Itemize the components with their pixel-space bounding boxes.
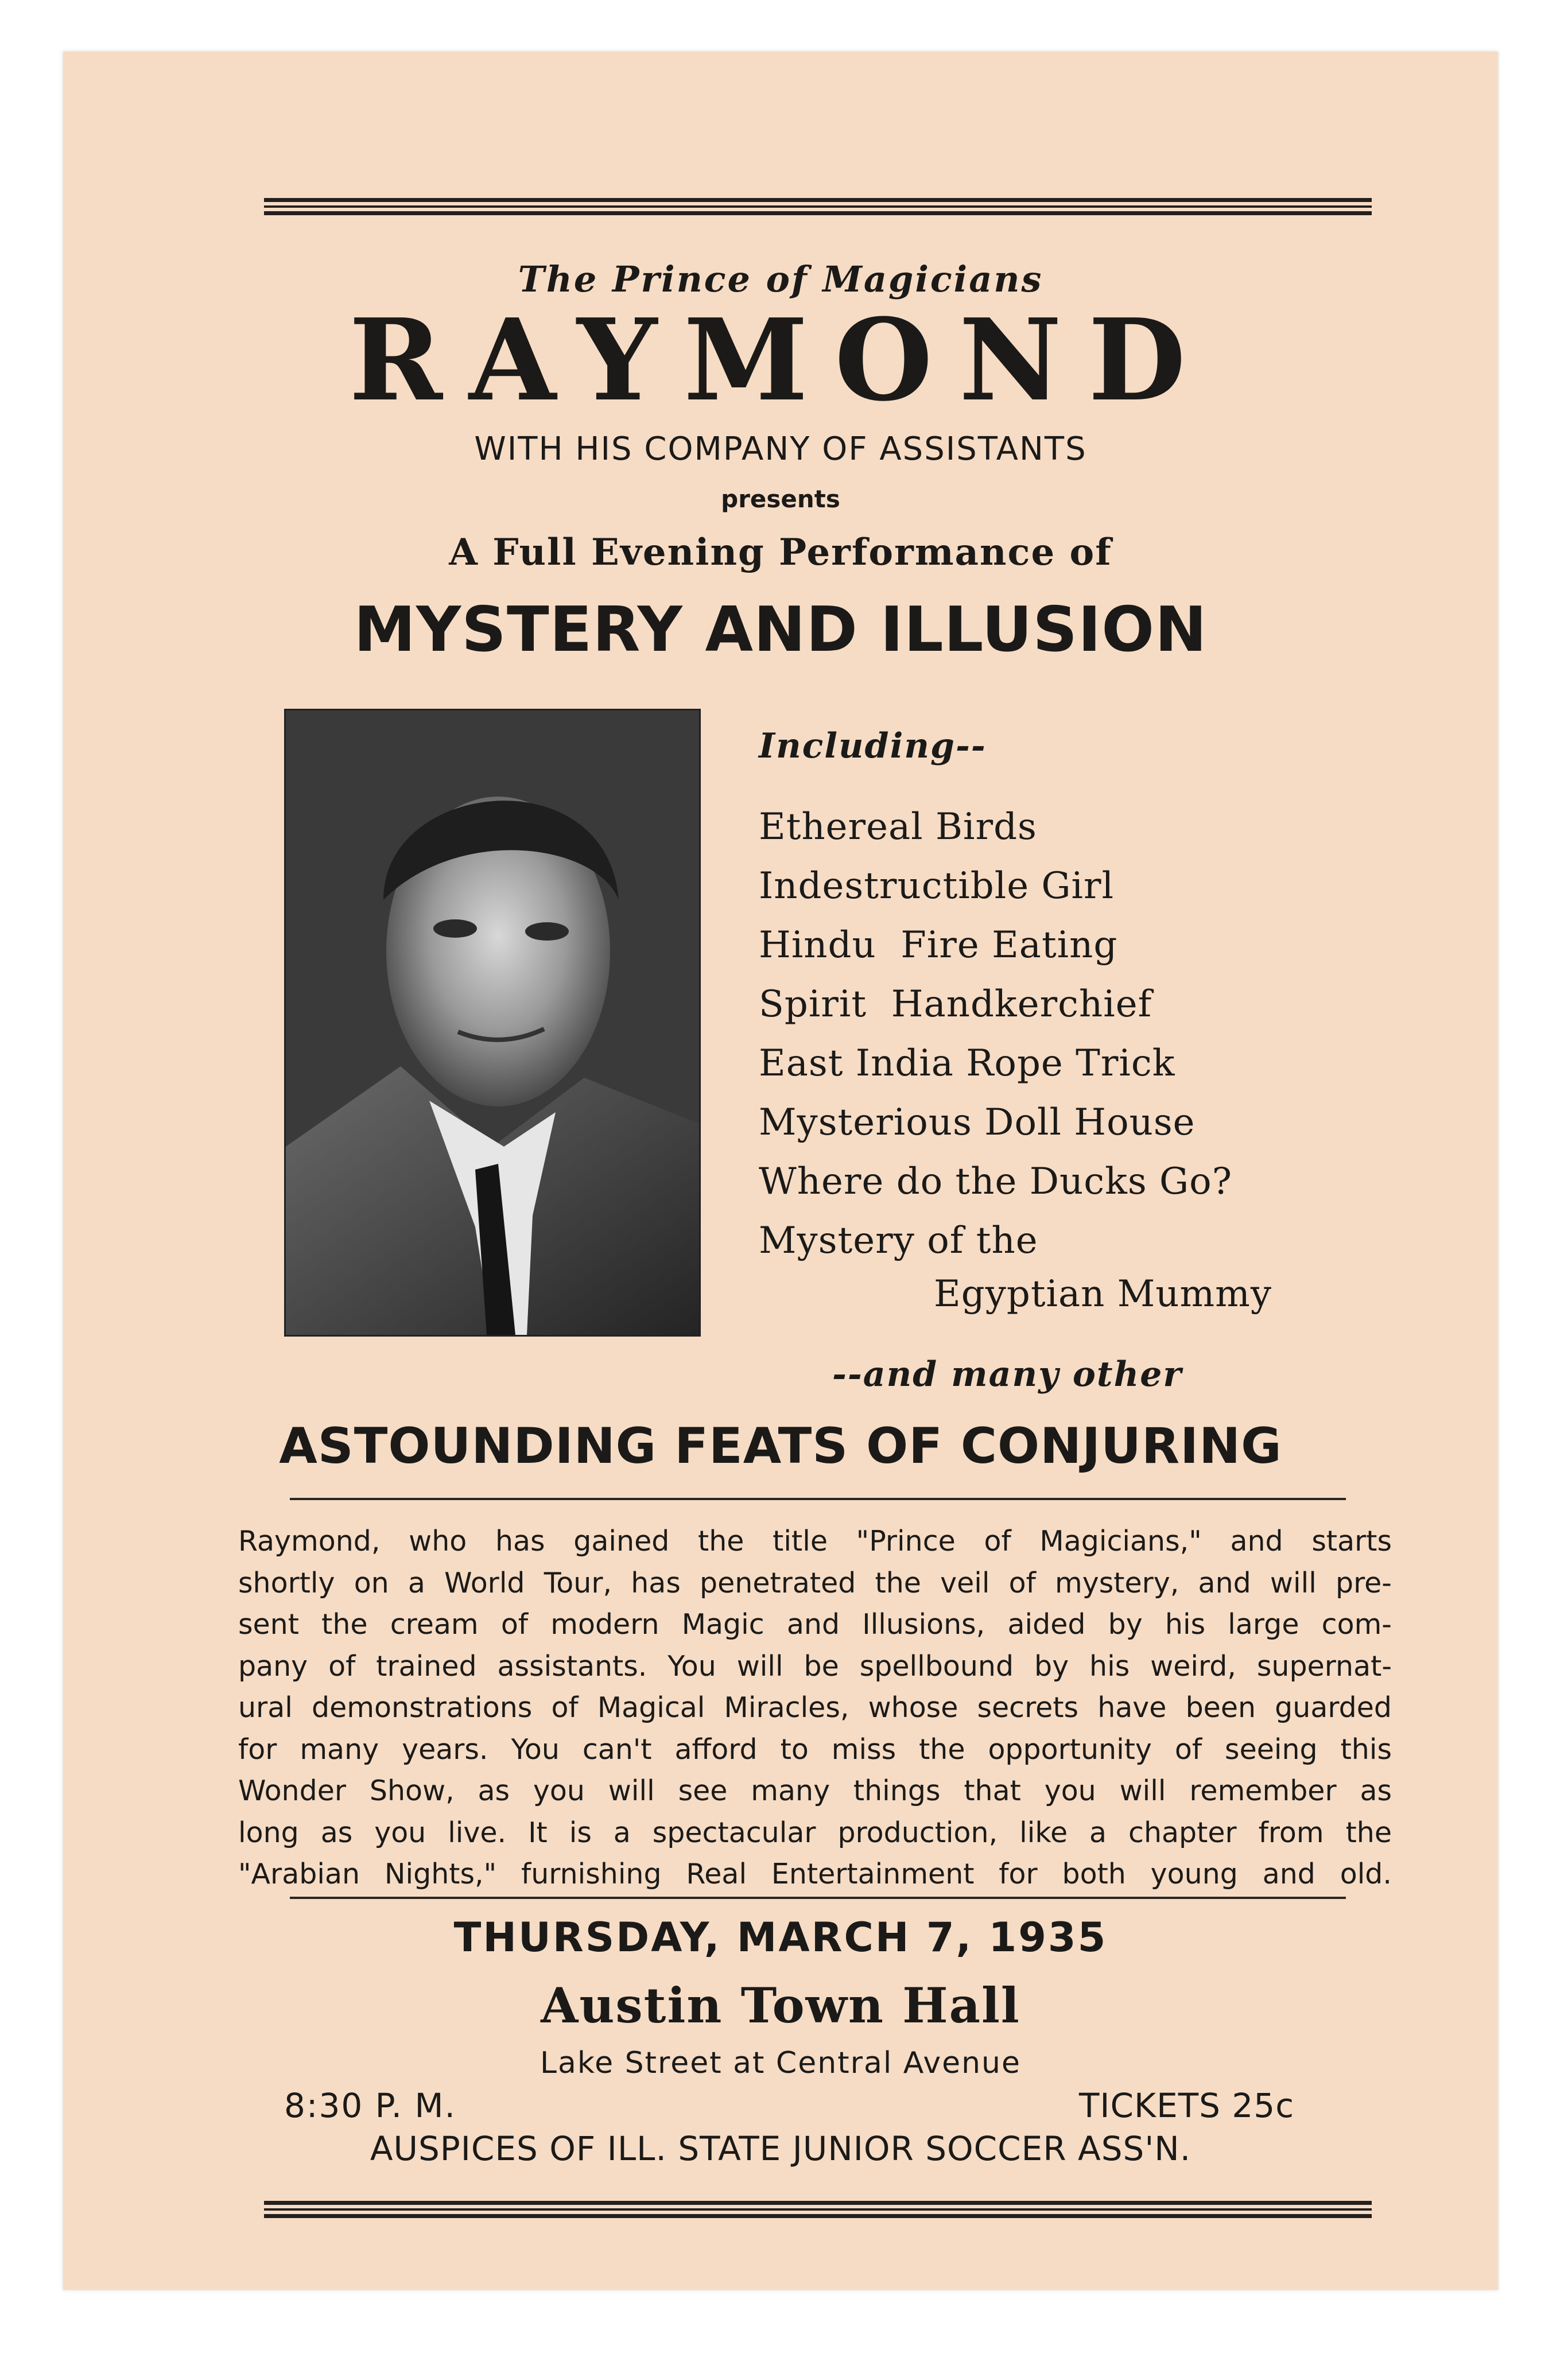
headline: MYSTERY AND ILLUSION [354,594,1208,666]
act-item-continuation: Egyptian Mummy [934,1273,1272,1315]
ticket-price: TICKETS 25c [1079,2086,1295,2125]
act-item: Ethereal Birds [759,806,1037,848]
top-double-rule [264,198,1372,219]
full-evening-line: A Full Evening Performance of [449,531,1112,574]
company-line: WITH HIS COMPANY OF ASSISTANTS [474,430,1087,468]
act-item: Where do the Ducks Go? [759,1160,1232,1203]
act-item: Mystery of the [759,1220,1038,1262]
show-time: 8:30 P. M. [284,2086,456,2125]
description-line: long as you live. It is a spectacular production, like a chapter from the [238,1816,1392,1849]
act-item: Indestructible Girl [759,865,1115,907]
act-item: Hindu Fire Eating [759,924,1118,966]
portrait-photo [284,709,701,1337]
performer-name: RAYMOND [349,294,1212,426]
many-other-line: --and many other [832,1354,1183,1395]
divider-rule [290,1897,1346,1899]
portrait-image [286,710,699,1335]
description-line: Wonder Show, as you will see many things that you will remember as [238,1774,1392,1807]
poster-sheet [63,52,1498,2290]
act-item: Spirit Handkerchief [759,983,1152,1026]
presents-line: presents [721,485,840,513]
description-line: sent the cream of modern Magic and Illusions, aided by his large com- [238,1608,1392,1641]
auspices-line: AUSPICES OF ILL. STATE JUNIOR SOCCER ASS'N. [370,2129,1191,2168]
description-line: "Arabian Nights," furnishing Real Entertainment for both young and old. [238,1858,1392,1890]
venue-address: Lake Street at Central Avenue [540,2046,1021,2080]
venue-name: Austin Town Hall [541,1977,1020,2034]
including-label: Including-- [759,726,987,766]
description-line: pany of trained assistants. You will be spellbound by his weird, supernat- [238,1649,1392,1683]
description-line: for many years. You can't afford to miss the opportunity of seeing this [238,1733,1392,1766]
act-item: Mysterious Doll House [759,1101,1196,1144]
act-item: East India Rope Trick [759,1042,1175,1085]
description-line: Raymond, who has gained the title "Prince of Magicians," and starts [238,1525,1392,1558]
divider-rule [290,1498,1346,1500]
description-line: shortly on a World Tour, has penetrated the veil of mystery, and will pre- [238,1566,1392,1599]
description-paragraph [238,1521,1392,1896]
feats-headline: ASTOUNDING FEATS OF CONJURING [279,1417,1282,1475]
acts-list [759,798,1272,1318]
prince-of-magicians-tagline: The Prince of Magicians [518,258,1043,300]
bottom-double-rule [264,2201,1372,2222]
event-date: THURSDAY, MARCH 7, 1935 [453,1914,1108,1961]
description-line: ural demonstrations of Magical Miracles, whose secrets have been guarded [238,1691,1392,1724]
